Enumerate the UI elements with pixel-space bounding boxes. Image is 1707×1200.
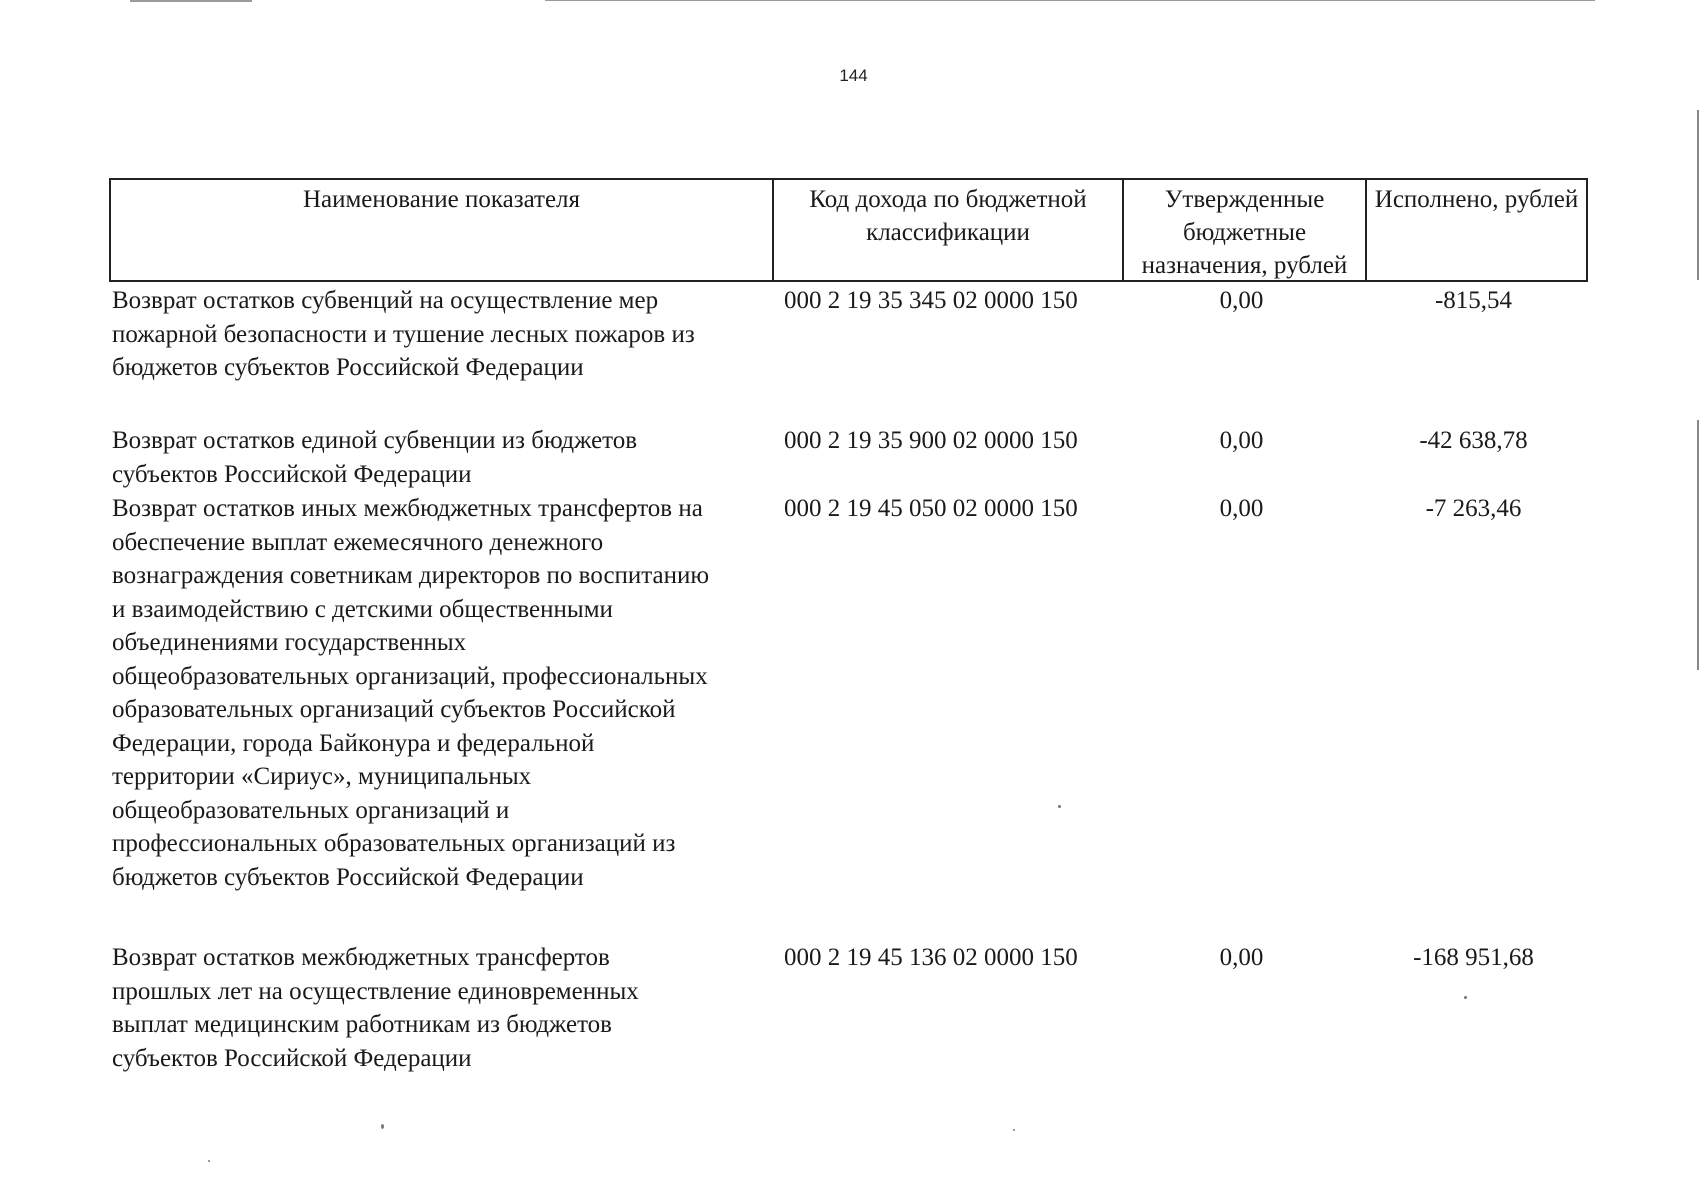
- row-name: [112, 424, 772, 491]
- scan-speck: [1013, 1129, 1015, 1131]
- row-code: 000 2 19 45 136 02 0000 150: [784, 944, 1078, 971]
- scan-artifact-edge: [1697, 420, 1699, 670]
- scan-speck: [1464, 996, 1467, 999]
- row-name-line: Федерации, города Байконура и федеральной: [112, 729, 595, 757]
- row-name-line: выплат медицинским работникам из бюджетов: [112, 1011, 612, 1038]
- row-name: [112, 284, 772, 385]
- row-approved: 0,00: [1219, 495, 1264, 522]
- row-name-line: обеспечение выплат ежемесячного денежного: [112, 528, 604, 556]
- row-name-line: Возврат остатков иных межбюджетных трансфертов на: [112, 495, 703, 522]
- row-code: 000 2 19 35 345 02 0000 150: [784, 287, 1078, 314]
- row-name-line: бюджетов субъектов Российской Федерации: [112, 354, 584, 381]
- row-name-line: бюджетов субъектов Российской Федерации: [112, 863, 584, 891]
- row-name-line: пожарной безопасности и тушение лесных пожаров из: [112, 320, 695, 348]
- scan-speck: [1058, 805, 1061, 808]
- page-number: 144: [839, 66, 868, 85]
- row-executed: -42 638,78: [1419, 427, 1528, 454]
- row-name-line: вознаграждения советникам директоров по воспитанию: [112, 562, 710, 589]
- row-executed: -7 263,46: [1425, 495, 1522, 522]
- row-name-line: прошлых лет на осуществление единовременных: [112, 977, 639, 1005]
- row-name-line: Возврат остатков межбюджетных трансфертов: [112, 944, 610, 971]
- row-name-line: Возврат остатков субвенций на осуществление мер: [112, 287, 659, 314]
- row-name-line: Возврат остатков единой субвенции из бюджетов: [112, 427, 638, 454]
- scan-speck: [208, 1160, 210, 1162]
- row-name-line: территории «Сириус», муниципальных: [112, 763, 532, 790]
- header-name: Наименование показателя: [302, 186, 581, 213]
- row-name-line: общеобразовательных организаций и: [112, 796, 510, 824]
- scan-speck: [381, 1124, 384, 1129]
- scan-artifact-edge: [1697, 110, 1699, 280]
- row-name: [112, 941, 772, 1075]
- row-approved: 0,00: [1219, 427, 1264, 454]
- row-approved: 0,00: [1219, 944, 1264, 971]
- row-name-line: образовательных организаций субъектов Российской: [112, 696, 676, 723]
- row-name-line: субъектов Российской Федерации: [112, 460, 472, 488]
- row-executed: -168 951,68: [1413, 944, 1534, 971]
- header-executed: Исполнено, рублей: [1365, 180, 1586, 280]
- row-name-line: общеобразовательных организаций, профессиональных: [112, 662, 708, 690]
- row-name-line: и взаимодействию с детскими общественными: [112, 595, 613, 623]
- table-header: [109, 178, 1588, 282]
- row-name-line: объединениями государственных: [112, 629, 467, 656]
- scan-artifact-line: [545, 0, 1595, 1]
- row-code: 000 2 19 45 050 02 0000 150: [784, 495, 1078, 522]
- header-approved: Утвержденные бюджетные назначения, рублей: [1122, 180, 1365, 280]
- scan-artifact-line: [130, 0, 252, 2]
- row-code: 000 2 19 35 900 02 0000 150: [784, 427, 1078, 454]
- header-code: Код дохода по бюджетной классификации: [772, 180, 1122, 280]
- row-name-line: профессиональных образовательных организаций из: [112, 830, 676, 857]
- row-name: [112, 492, 772, 894]
- row-executed: -815,54: [1434, 287, 1513, 314]
- row-name-line: субъектов Российской Федерации: [112, 1044, 472, 1072]
- row-approved: 0,00: [1219, 287, 1264, 314]
